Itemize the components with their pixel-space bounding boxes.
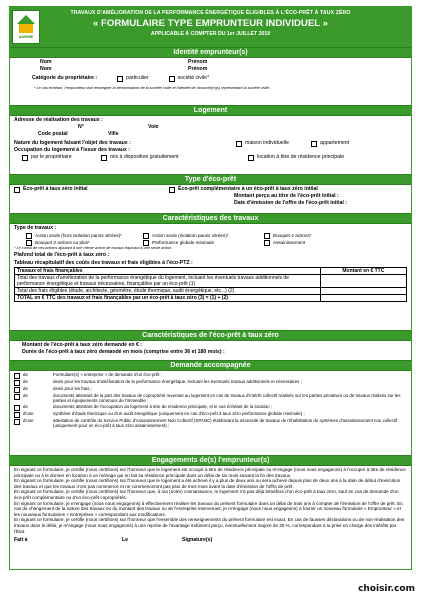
logo-text: ADEME	[18, 34, 34, 39]
fait-a-label: Fait à	[14, 537, 28, 544]
particulier-checkbox[interactable]	[117, 76, 123, 82]
option-3-label: Bouquet 2 actions*	[273, 233, 312, 238]
table-row	[15, 275, 407, 288]
header-subtitle: APPLICABLE À COMPTER DU 1er JUILLET 2019	[150, 31, 271, 37]
demande-text: devis pour les travaux d'amélioration de la performance énergétique, incluant les éventuels travaux additionnels et nécessaires ;	[53, 379, 302, 384]
demande-checkbox[interactable]	[14, 412, 20, 418]
identite-note: * Le cas échéant, l'emprunteur doit renseigner la dénomination de la société civile et l'identité de l'associé(e)(s) représentant la société civile.	[34, 86, 271, 90]
page-title: « FORMULAIRE TYPE EMPRUNTEUR INDIVIDUEL »	[93, 18, 328, 29]
demande-block	[10, 371, 411, 455]
option-4-checkbox[interactable]	[26, 240, 32, 246]
plafond-label: Plafond total de l'éco-prêt à taux zéro :	[14, 252, 110, 258]
demande-article: de	[23, 379, 28, 384]
option-3-checkbox[interactable]	[264, 233, 270, 239]
categorie-label: Catégorie du propriétaire :	[32, 75, 98, 81]
engagement-paragraph: En signant ce formulaire, je certifie (nous certifions) sur l'honneur que, à ma (notre) connaissance, le logement n'a pas déjà bénéficié d'un éco-prêt à taux zéro, sauf en cas de demande d'un éco-prêt complémentaire ou d'un éco-prêt copropriétés.	[14, 489, 399, 500]
section-identite: Identité emprunteur(s)	[10, 47, 411, 58]
demande-text: synthèse d'étude thermique ou d'un audit énergétique (uniquement en cas d'éco-prêt à taux zéro performance globale minimale) ;	[53, 410, 305, 416]
list-item	[14, 411, 407, 418]
option-2-label: Action seule (isolation parois vitrées)*	[152, 233, 229, 238]
nom-label-2: Nom	[40, 66, 52, 72]
list-item	[14, 418, 407, 429]
table-header-travaux: Travaux et frais finançables	[15, 268, 321, 275]
gratuit-checkbox[interactable]	[101, 155, 107, 161]
signature-label: Signature(s)	[182, 537, 213, 544]
demande-checkbox[interactable]	[14, 373, 20, 379]
logement-block	[10, 116, 411, 174]
demande-article: de	[23, 403, 28, 409]
row-3-amount-field[interactable]	[320, 295, 406, 302]
table-row	[15, 295, 407, 302]
option-2-checkbox[interactable]	[143, 233, 149, 239]
form-header	[10, 7, 411, 47]
option-5-label: Performance globale minimale	[152, 240, 215, 245]
tableau-label: Tableau récapitulatif des coûts des travaux et frais éligibles à l'éco-PTZ :	[14, 260, 193, 266]
header-line1: TRAVAUX D'AMÉLIORATION DE LA PERFORMANCE ÉNERGÉTIQUE ÉLIGIBLES À L'ÉCO-PRÊT À TAUX ZÉRO	[70, 10, 351, 16]
engagement-paragraph: En signant ce formulaire, je certifie (nous certifions) sur l'honneur que le logement a été achevé il y a plus de deux ans ou sera achevé depuis plus de deux ans à la date de début d'exécution des travaux et que les travaux n'ont pas commencé et ne commenceront pas plus de trois mois avant la date d'émission de l'offre de prêt.	[14, 478, 401, 489]
demande-checkbox[interactable]	[14, 387, 20, 393]
demande-article: de	[23, 386, 28, 391]
caract-eco-block	[10, 341, 411, 360]
engagement-paragraph: En signant ce formulaire, je m'engage (nous nous engageons) à effectivement réaliser les travaux du présent formulaire dans un délai de trois ans à compter de l'émission de l'offre de prêt. En cas de changement de la nature des travaux ou du montant des travaux ou de l'entreprise intervenant, je m'engage (nous nous engageons) à fournir un nouveau formulaire « Emprunteur » et les nouveaux formulaires « Entreprises » correspondant aux modifications.	[14, 500, 403, 517]
section-engagements: Engagements de(s) l'emprunteur(s)	[10, 455, 411, 466]
proprietaire-label: par le propriétaire	[31, 154, 72, 160]
option-6-label: Assainissement	[273, 240, 306, 245]
demande-article: de	[23, 372, 28, 377]
demande-text: attestation de contrôle du Service Public d'Assainissement Non Collectif (SPANC) établissant la nécessité de travaux de réhabilitation de systèmes d'assainissement non collectif (uniquement pour un éco-prêt à taux zéro assainissement) ;	[53, 417, 398, 429]
initial-checkbox[interactable]	[14, 187, 20, 193]
section-logement: Logement	[10, 105, 411, 116]
maison-checkbox[interactable]	[236, 141, 242, 147]
type-eco-block	[10, 185, 411, 213]
list-item	[14, 404, 407, 411]
appartement-label: appartement	[320, 140, 350, 146]
demande-checkbox[interactable]	[14, 380, 20, 386]
row-2-label: Total des frais éligibles (étude, architecte, géomètre, étude thermique, audit énergétique, etc...) (2)	[15, 288, 321, 295]
table-row	[15, 288, 407, 295]
type-travaux-label: Type de travaux :	[14, 225, 57, 231]
demande-text: documents attestant de la part des travaux de copropriété revenant au logement en cas de travaux d'intérêt collectif réalisés sur les parties privatives ou de travaux réalisés sur les parties et équipements communs de l'immeuble ;	[53, 393, 401, 404]
maison-label: maison individuelle	[245, 140, 289, 146]
demande-text: documents attestant de l'occupation du logement à titre de résidence principale, et le cas échéant de la location ;	[53, 403, 273, 409]
duree-demande-label: Durée de l'éco-prêt à taux zéro demandé en mois (comprise entre 36 et 180 mois) :	[22, 349, 225, 355]
ville-label: Ville	[108, 131, 119, 137]
house-roof-icon	[17, 15, 35, 24]
cp-label: Code postal	[38, 131, 68, 137]
section-caract-eco: Caractéristiques de l'éco-prêt à taux zéro	[10, 330, 411, 341]
nom-label-1: Nom	[40, 59, 52, 65]
engagement-paragraph: En signant ce formulaire, je certifie (nous certifions) sur l'honneur que le logement est occupé à titre de résidence principale ou m'engage (nous nous engageons) à l'occuper à titre de résidence principale ou à le donner en location à un ménage qui en fait sa résidence principale dans un délai de six mois suivant la fin des travaux.	[14, 467, 406, 478]
option-4-label: Bouquet 3 actions ou plus*	[35, 240, 90, 245]
initial-label: Éco-prêt à taux zéro initial	[23, 186, 88, 192]
table-header-row	[15, 268, 407, 275]
list-item	[14, 386, 407, 393]
engagements-list	[14, 467, 407, 534]
identite-block	[10, 58, 411, 105]
appartement-checkbox[interactable]	[311, 141, 317, 147]
option-1-label: Action seule (hors isolation parois vitrées)*	[35, 233, 122, 238]
societe-label: société civile*	[177, 75, 210, 81]
demande-article: d'une	[23, 417, 34, 423]
demande-checkbox[interactable]	[14, 394, 20, 400]
section-type-eco: Type d'éco-prêt	[10, 174, 411, 185]
couts-table	[14, 267, 407, 302]
particulier-label: particulier	[126, 75, 149, 81]
option-6-checkbox[interactable]	[264, 240, 270, 246]
location-checkbox[interactable]	[248, 155, 254, 161]
demande-article: d'une	[23, 410, 34, 416]
table-header-montant: Montant en € TTC	[320, 268, 406, 275]
caracteristiques-block	[10, 224, 411, 330]
complementaire-label: Éco-prêt complémentaire à un éco-prêt à taux zéro initial	[178, 186, 318, 192]
date-initial-label: Date d'émission de l'offre de l'éco-prêt initial :	[234, 200, 347, 206]
le-label: Le	[122, 537, 129, 544]
list-item	[14, 372, 407, 379]
option-1-checkbox[interactable]	[26, 233, 32, 239]
demande-text: Formulaire(s) « entreprise » de demande d'un éco-prêt ;	[53, 372, 162, 377]
demande-text: devis pour les frais ;	[53, 386, 93, 391]
location-label: location à titre de résidence principale	[257, 154, 345, 160]
demande-checkbox[interactable]	[14, 419, 20, 425]
montant-initial-label: Montant perçu au titre de l'éco-prêt initial :	[234, 193, 339, 199]
engagement-paragraph: En signant ce formulaire, je certifie (nous certifions) sur l'honneur que l'ensemble des renseignements du présent formulaire est exact. En cas de fausses déclarations ou de non-réalisation des travaux dans le délai, je m'engage (nous nous engageons) à une reprise de l'avantage indûment perçu, éventuellement majoré de 25 %, correspondant à la prise en charge des intérêts par l'État.	[14, 517, 405, 534]
societe-checkbox[interactable]	[169, 76, 175, 82]
adresse-label: Adresse de réalisation des travaux :	[14, 117, 103, 123]
watermark: choisir.com	[358, 584, 415, 594]
demande-checkbox[interactable]	[14, 405, 20, 411]
demande-list	[14, 372, 407, 429]
prenom-label-1: Prénom	[188, 59, 208, 65]
travaux-note: * Le cumul de ces actions ajoutant à une même action de travaux équivaut à une seule action.	[14, 246, 173, 250]
gratuit-label: mis à disposition gratuitement	[110, 154, 179, 160]
complementaire-checkbox[interactable]	[169, 187, 175, 193]
occupation-label: Occupation du logement à l'issue des travaux :	[14, 147, 130, 153]
voie-label: Voie	[148, 124, 159, 130]
engagements-block	[10, 466, 411, 548]
proprietaire-checkbox[interactable]	[22, 155, 28, 161]
row-3-label: TOTAL en € TTC des travaux et frais finançables par un éco-prêt à taux zéro (3) = (1) + (2)	[15, 295, 321, 302]
nature-label: Nature du logement faisant l'objet des travaux :	[14, 140, 131, 146]
montant-demande-label: Montant de l'éco-prêt à taux zéro demandé en € :	[22, 342, 142, 348]
house-icon	[19, 24, 33, 33]
list-item	[14, 379, 407, 386]
row-1-amount-field[interactable]	[320, 275, 406, 288]
ademe-logo	[12, 10, 40, 44]
demande-article: de	[23, 393, 28, 398]
row-1-label: Total des travaux d'amélioration de la performance énergétique du logement, incluant les éventuels travaux additionnels de performance énergétique et travaux nécessaires, finançables par un éco-prêt (1)	[15, 275, 321, 288]
option-5-checkbox[interactable]	[143, 240, 149, 246]
numero-label: N°	[78, 124, 84, 130]
prenom-label-2: Prénom	[188, 66, 208, 72]
form-sheet	[9, 6, 412, 570]
section-demande: Demande accompagnée	[10, 360, 411, 371]
list-item	[14, 393, 407, 404]
row-2-amount-field[interactable]	[320, 288, 406, 295]
section-caracteristiques: Caractéristiques des travaux	[10, 213, 411, 224]
